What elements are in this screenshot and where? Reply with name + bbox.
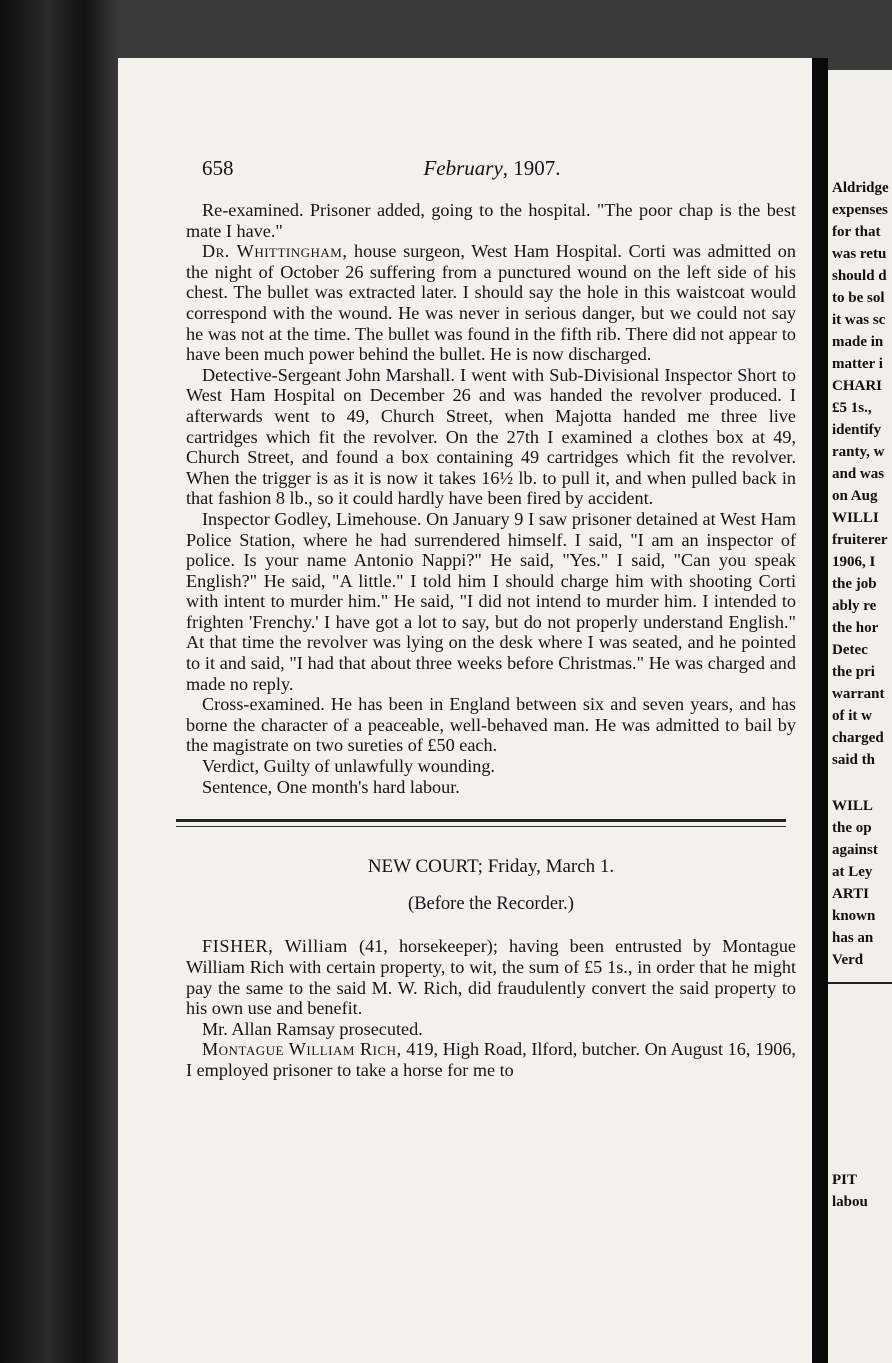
testimony-text: Limehouse. On January 9 I saw prisoner detained at West Ham Police Station, where he had surrendered himself. I said, "I am an inspector of police. Is your name Antonio Nappi?" He said, "Yes." I said, "Can you speak English?" He said, "A little." I told him I should charge him with shooting Corti with intent to murder him." He said, "I did not intend to murder him. I intended to frighten 'Frenchy.' I have got a lot to say, but do not properly understand English." At that time the revolver was lying on the desk where I was seated, and he pointed to it and said, "I had that about three weeks before Christmas." He was charged and made no reply.: [186, 508, 796, 694]
fragment-line: it was sc: [832, 312, 886, 328]
testimony-text: house surgeon, West Ham Hospital. Corti was admitted on the night of October 26 suffering from a punctured wound on the left side of his chest. The bullet was extracted later. I should say the hole in this waistcoat would correspond with the wound. He was never in serious danger, but we could not say he was not at the time. The bullet was found in the fifth rib. There did not appear to have been much power behind the bullet. He is now discharged.: [186, 241, 796, 365]
page-number: 658: [202, 156, 234, 180]
fragment-line: matter i: [832, 356, 883, 372]
paragraph-reexamined: Re-examined. Prisoner added, going to the hospital. "The poor chap is the best mate I have.": [186, 200, 796, 241]
fragment-line: £5 1s.,: [832, 400, 872, 416]
fragment-line: Detec: [832, 642, 868, 658]
fragment-line: warrant: [832, 686, 885, 702]
running-title-month: February: [423, 156, 503, 180]
fragment-line: WILL: [832, 798, 873, 814]
sentence: Sentence, One month's hard labour.: [202, 776, 460, 797]
fragment-line: the hor: [832, 620, 879, 636]
testimony-text: I went with Sub-Divisional Inspector Short to West Ham Hospital on December 26 and was handed the revolver produced. I afterwards went to 49, Church Street, when Majotta handed me three live cartridges which fit the revolver. On the 27th I examined a clothes box at 49, Church Street, and found a box containing 49 cartridges which fit the revolver. When the trigger is as it is now it takes 16½ lb. to pull it, and when pulled back in that fashion 8 lb., so it could hardly have been fired by accident.: [186, 364, 796, 509]
fragment-line: labou: [832, 1194, 868, 1210]
fragment-line: against: [832, 842, 878, 858]
fragment-line: Aldridge: [832, 180, 889, 196]
fragment-line: Verd: [832, 952, 864, 968]
testimony-text: 419, High Road, Ilford, butcher. On August 16, 1906, I employed prisoner to take a horse for me to: [186, 1039, 796, 1080]
witness-name: Montague William Rich,: [202, 1039, 402, 1060]
fragment-line: identify: [832, 422, 882, 438]
running-title: [202, 156, 782, 181]
fragment-line: at Ley: [832, 864, 873, 880]
fragment-line: ably re: [832, 598, 877, 614]
witness-name: Dr. Whittingham,: [202, 241, 348, 262]
fragment-line: on Aug: [832, 488, 878, 504]
fragment-line: to be sol: [832, 290, 885, 306]
fragment-line: for that: [832, 224, 881, 240]
fragment-line: the job: [832, 576, 877, 592]
fragment-line: said th: [832, 752, 875, 768]
running-title-year: , 1907.: [502, 156, 561, 180]
fragment-line: expenses: [832, 202, 888, 218]
fragment-line: has an: [832, 930, 874, 946]
witness-name: Detective-Sergeant John Marshall.: [202, 364, 455, 385]
witness-name: Inspector Godley,: [202, 508, 332, 529]
fragment-line: 1906, I: [832, 554, 876, 570]
book-binding-edge: [0, 0, 120, 1363]
fragment-line: should d: [832, 268, 887, 284]
section-divider: [828, 982, 892, 984]
fragment-line: the op: [832, 820, 872, 836]
page-body: [186, 200, 796, 1081]
book-page: [118, 58, 812, 1363]
paragraph-prosecuted: Mr. Allan Ramsay prosecuted.: [202, 1018, 423, 1039]
fragment-line: fruiterer: [832, 532, 888, 548]
verdict: Verdict, Guilty of unlawfully wounding.: [202, 756, 495, 777]
fragment-line: ARTI: [832, 886, 869, 902]
book-gutter: [812, 58, 828, 1363]
paragraph-fisher-charge: [186, 936, 796, 1018]
section-divider: [176, 819, 786, 822]
paragraph-marshall: [186, 365, 796, 509]
fragment-line: known: [832, 908, 876, 924]
paragraph-godley: [186, 509, 796, 694]
before-recorder: (Before the Recorder.): [408, 893, 574, 914]
fragment-line: WILLI: [832, 510, 879, 526]
fragment-line: of it w: [832, 708, 872, 724]
paragraph-cross-examined: Cross-examined. He has been in England between six and seven years, and has borne the character of a peaceable, well-behaved man. He was admitted to bail by the magistrate on two sureties of £50 each.: [186, 694, 796, 756]
fragment-line: made in: [832, 334, 884, 350]
charge-text: (41, horsekeeper); having been entrusted by Montague William Rich with certain property, to wit, the sum of £5 1s., in order that he might pay the same to the said M. W. Rich, did fraudulently convert the said property to his own use and benefit.: [186, 936, 796, 1019]
defendant-name: FISHER, William: [202, 936, 348, 957]
fragment-line: was retu: [832, 246, 887, 262]
adjacent-page-fragment: [828, 70, 892, 1363]
paragraph-whittingham: [186, 241, 796, 365]
fragment-line: the pri: [832, 664, 875, 680]
fragment-line: CHARI: [832, 378, 883, 394]
court-heading: NEW COURT; Friday, March 1.: [367, 856, 615, 878]
fragment-line: PIT: [832, 1172, 858, 1188]
section-divider-thin: [176, 826, 786, 827]
paragraph-rich: [186, 1039, 796, 1080]
fragment-line: charged: [832, 730, 884, 746]
fragment-line: ranty, w: [832, 444, 885, 460]
fragment-line: and was: [832, 466, 885, 482]
